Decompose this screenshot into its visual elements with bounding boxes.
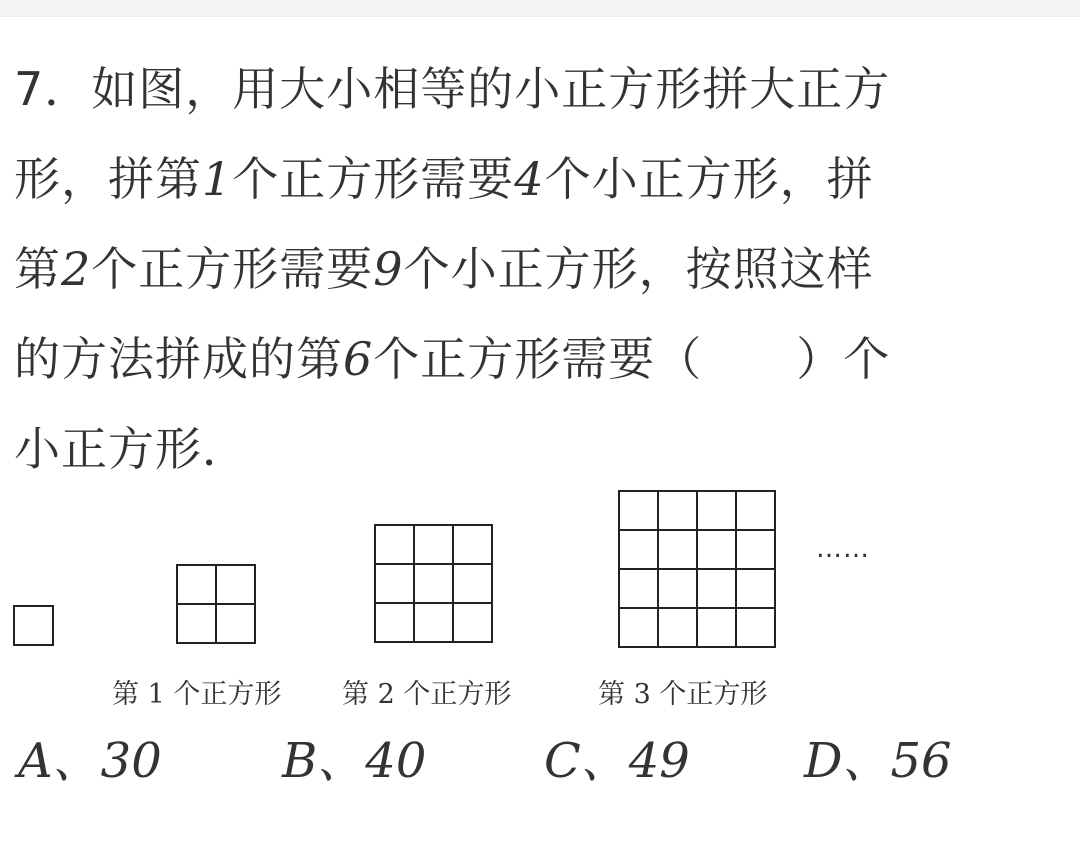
question-line-1 <box>14 44 1064 134</box>
question-text <box>14 44 1064 494</box>
number-1: 1 <box>202 152 233 206</box>
grid-cell <box>697 530 736 569</box>
question-text-segment: 个正方形需要（ ）个 <box>373 332 891 386</box>
grid-svg <box>373 523 494 644</box>
grid-cell <box>375 525 414 564</box>
option-a[interactable]: A、30 <box>18 733 162 789</box>
grid-cell <box>736 608 775 647</box>
number-6: 6 <box>343 332 374 386</box>
option-c[interactable]: C、49 <box>544 733 690 789</box>
grid-cell <box>453 564 492 603</box>
single-square-figure <box>12 604 55 647</box>
number-2: 2 <box>61 242 92 296</box>
grid-svg <box>175 563 257 645</box>
question-line-5 <box>14 404 1064 494</box>
grid-cell <box>216 604 255 643</box>
option-d[interactable]: D、56 <box>804 733 952 789</box>
grid-cell <box>736 569 775 608</box>
square-figure-1 <box>175 563 257 645</box>
caption-square-1: 第 1 个正方形 <box>112 679 282 710</box>
grid-svg <box>12 604 55 647</box>
grid-cell <box>414 525 453 564</box>
grid-cell <box>375 603 414 642</box>
option-b[interactable]: B、40 <box>282 733 427 789</box>
grid-cell <box>453 525 492 564</box>
grid-cell <box>658 530 697 569</box>
number-4: 4 <box>514 152 545 206</box>
question-text-segment: 的方法拼成的第 <box>14 332 343 386</box>
grid-cell <box>697 608 736 647</box>
grid-cell <box>453 603 492 642</box>
grid-cell <box>736 491 775 530</box>
grid-cell <box>658 569 697 608</box>
grid-cell <box>697 491 736 530</box>
question-line-2 <box>14 134 1064 224</box>
top-strip <box>0 0 1080 17</box>
question-text-segment: 个正方形需要 <box>232 152 515 206</box>
caption-square-2: 第 2 个正方形 <box>342 679 512 710</box>
grid-cell <box>736 530 775 569</box>
grid-cell <box>177 565 216 604</box>
question-text-segment: 小正方形． <box>14 422 249 476</box>
square-figure-2 <box>373 523 494 644</box>
question-text-segment: 第 <box>14 242 61 296</box>
question-line-3 <box>14 224 1064 314</box>
question-text-segment: 个小正方形，拼 <box>544 152 874 206</box>
question-text-segment: 个正方形需要 <box>91 242 374 296</box>
grid-cell <box>14 606 53 645</box>
grid-cell <box>216 565 255 604</box>
grid-cell <box>375 564 414 603</box>
grid-cell <box>619 569 658 608</box>
answer-options <box>0 728 1080 798</box>
grid-cell <box>658 608 697 647</box>
question-line-4 <box>14 314 1064 404</box>
number-9: 9 <box>373 242 404 296</box>
question-text-segment: 个小正方形，按照这样 <box>403 242 874 296</box>
grid-cell <box>619 530 658 569</box>
question-text-segment: 形，拼第 <box>14 152 202 206</box>
grid-cell <box>619 491 658 530</box>
question-line-1-text: 7．如图，用大小相等的小正方形拼大正方 <box>14 62 891 116</box>
ellipsis-mark: …… <box>816 534 870 564</box>
grid-cell <box>658 491 697 530</box>
grid-cell <box>697 569 736 608</box>
grid-cell <box>414 603 453 642</box>
grid-svg <box>617 489 777 649</box>
grid-cell <box>177 604 216 643</box>
square-figure-3 <box>617 489 777 649</box>
caption-square-3: 第 3 个正方形 <box>598 679 768 710</box>
grid-cell <box>414 564 453 603</box>
grid-cell <box>619 608 658 647</box>
